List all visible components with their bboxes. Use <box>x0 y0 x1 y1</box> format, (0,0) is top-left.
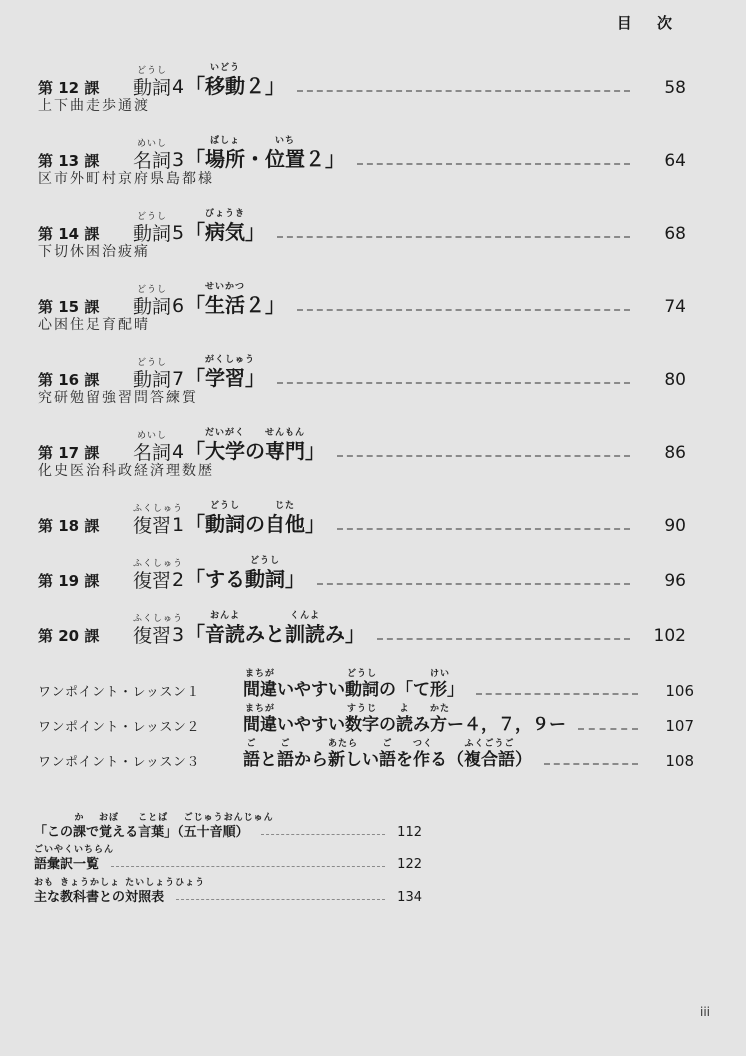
segment-text: 位置 <box>265 147 306 171</box>
segment-text: 場所 <box>205 147 246 171</box>
lesson-category-number: 7 <box>171 368 185 390</box>
dotted-leader <box>297 90 630 92</box>
segment-text: 課 <box>73 825 87 840</box>
lesson-number: 第 16 課 <box>38 371 100 389</box>
segment-text: 対照表 <box>125 890 165 905</box>
dotted-leader <box>111 866 385 867</box>
segment-text: 「 <box>185 220 206 244</box>
segment-text: 生活 <box>205 293 246 317</box>
title-segment <box>245 295 285 315</box>
furigana: どうし <box>210 501 241 511</box>
title-segment <box>277 739 294 770</box>
segment-text: 動詞 <box>133 223 172 245</box>
title-segment <box>185 514 205 534</box>
page-reference: 80 <box>664 370 686 390</box>
furigana: がくしゅう <box>205 355 256 365</box>
lesson-category-number: 4 <box>171 441 185 463</box>
lesson-title <box>185 611 366 646</box>
segment-text: 復習 <box>133 515 172 537</box>
title-segment <box>294 752 328 769</box>
title-segment <box>185 569 245 589</box>
furigana: か <box>74 813 85 823</box>
lesson-number: 第 15 課 <box>38 298 100 316</box>
title-segment <box>447 682 464 699</box>
segment-text: を <box>396 750 413 770</box>
title-segment <box>265 136 306 171</box>
appendix-title <box>34 813 274 840</box>
title-segment <box>515 752 532 769</box>
toc-lesson-row[interactable] <box>38 282 686 318</box>
page-reference: 64 <box>664 151 686 171</box>
title-segment <box>265 428 306 463</box>
furigana: ふくごうご <box>464 739 515 749</box>
toc-lesson-row[interactable] <box>38 63 686 99</box>
lesson-number: 第 18 課 <box>38 517 100 535</box>
furigana: めいし <box>137 431 168 441</box>
segment-text: 語 <box>243 750 260 770</box>
furigana: ごじゅうおんじゅん <box>183 813 274 823</box>
title-segment <box>133 614 184 647</box>
furigana: けい <box>430 669 451 679</box>
segment-text: 数字 <box>345 715 379 735</box>
title-segment <box>245 222 265 242</box>
page-reference: 74 <box>664 297 686 317</box>
segment-text: 復習 <box>133 625 172 647</box>
title-segment <box>112 826 138 839</box>
lesson-category-number: 3 <box>171 624 185 646</box>
segment-text: 形 <box>430 680 447 700</box>
title-segment <box>379 717 396 734</box>
furigana: おんよ <box>210 611 241 621</box>
lesson-kanji-list: 究研勉留強習問答練質 <box>38 390 198 406</box>
page-reference: 86 <box>664 443 686 463</box>
appendix-title <box>34 845 115 872</box>
dotted-leader <box>277 382 630 384</box>
title-segment <box>34 878 55 905</box>
lesson-title <box>185 282 286 317</box>
title-segment <box>430 669 451 700</box>
furigana: ご <box>246 739 257 749</box>
segment-text: 新 <box>328 750 345 770</box>
title-segment <box>245 76 285 96</box>
furigana: どうし <box>137 285 168 295</box>
lesson-kanji-list: 心困住足育配晴 <box>38 317 150 333</box>
page-reference: 134 <box>397 890 422 905</box>
page-reference: 112 <box>397 825 422 840</box>
segment-text: 教科書 <box>60 890 100 905</box>
title-segment <box>133 504 184 537</box>
dotted-leader <box>337 528 630 530</box>
lesson-category-number: 4 <box>171 76 185 98</box>
segment-text: ２」 <box>245 293 286 317</box>
page-reference: 108 <box>665 752 694 770</box>
segment-text: との <box>99 890 126 905</box>
segment-text: 」 <box>245 366 266 390</box>
segment-text: み」 <box>325 622 366 646</box>
title-segment <box>205 63 246 98</box>
title-segment <box>133 559 184 592</box>
title-segment <box>379 739 396 770</box>
furigana: めいし <box>137 139 168 149</box>
furigana: ごいやくいちらん <box>34 845 115 855</box>
title-segment <box>164 826 184 839</box>
title-segment <box>243 669 277 700</box>
segment-text: 名詞 <box>133 150 172 172</box>
segment-text: 」 <box>285 567 306 591</box>
furigana: どうし <box>250 556 281 566</box>
page-reference: 90 <box>664 516 686 536</box>
segment-text: 覚 <box>99 825 113 840</box>
segment-text: 動詞 <box>133 296 172 318</box>
segment-text: 自他 <box>265 512 306 536</box>
toc-one-point-row[interactable] <box>38 669 694 700</box>
title-segment <box>430 704 451 735</box>
segment-text: る（ <box>430 750 464 770</box>
title-segment <box>185 624 205 644</box>
title-segment <box>305 149 345 169</box>
segment-text: 」 <box>245 220 266 244</box>
segment-text: 移動 <box>205 74 246 98</box>
segment-text: で <box>86 825 100 840</box>
segment-text: 言葉 <box>138 825 165 840</box>
toc-one-point-row[interactable] <box>38 739 694 770</box>
dotted-leader <box>476 693 638 695</box>
title-segment <box>325 624 365 644</box>
furigana: いどう <box>210 63 241 73</box>
title-segment <box>185 368 205 388</box>
title-segment <box>236 826 249 839</box>
title-segment <box>138 813 169 840</box>
toc-lesson-row[interactable] <box>38 611 686 647</box>
segment-text: みと <box>245 622 286 646</box>
segment-text: の <box>379 715 396 735</box>
title-segment <box>205 136 246 171</box>
title-segment <box>205 611 246 646</box>
lesson-category-number: 1 <box>171 514 185 536</box>
segment-text: 病気 <box>205 220 246 244</box>
segment-text: 」 <box>305 439 326 463</box>
page-reference: 58 <box>664 78 686 98</box>
furigana: ばしょ <box>210 136 241 146</box>
furigana: せいかつ <box>205 282 246 292</box>
toc-lesson-row[interactable] <box>38 501 686 537</box>
segment-text: 」 <box>305 512 326 536</box>
toc-lesson-row[interactable] <box>38 428 686 464</box>
title-segment <box>183 813 274 840</box>
title-segment <box>345 752 379 769</box>
title-segment <box>47 891 60 904</box>
furigana: じた <box>275 501 296 511</box>
title-segment <box>99 813 120 840</box>
segment-text: 作 <box>413 750 430 770</box>
title-segment <box>205 428 246 463</box>
furigana: おぼ <box>99 813 120 823</box>
furigana: どうし <box>137 358 168 368</box>
lesson-number: 第 17 課 <box>38 444 100 462</box>
title-segment <box>430 752 464 769</box>
furigana: どうし <box>137 66 168 76</box>
toc-lesson-row[interactable] <box>38 136 686 172</box>
dotted-leader <box>337 455 630 457</box>
title-segment <box>413 739 434 770</box>
toc-header-title: 目 次 <box>616 14 682 32</box>
lesson-number: 第 19 課 <box>38 572 100 590</box>
lesson-kanji-list: 下切休困治疲痛 <box>38 244 150 260</box>
appendix-title <box>34 878 206 905</box>
segment-text: 名詞 <box>133 442 172 464</box>
dotted-leader <box>317 583 630 585</box>
title-segment <box>205 209 246 244</box>
dotted-leader <box>176 899 385 900</box>
segment-text: える <box>112 825 139 840</box>
segment-text: な <box>47 890 61 905</box>
segment-text: 大学 <box>205 439 246 463</box>
toc-appendix-row[interactable] <box>34 845 422 872</box>
lesson-kanji-list: 区市外町村京府県島都様 <box>38 171 214 187</box>
title-segment <box>243 704 277 735</box>
title-segment <box>245 514 265 534</box>
lesson-number: 第 12 課 <box>38 79 100 97</box>
segment-text: ） <box>235 825 249 840</box>
title-segment <box>205 355 256 390</box>
page-reference: 106 <box>665 682 694 700</box>
one-point-title <box>243 704 566 735</box>
title-segment <box>413 717 430 734</box>
toc-one-point-row[interactable] <box>38 704 694 735</box>
segment-text: 語彙訳一覧 <box>34 857 100 872</box>
furigana: ことば <box>138 813 169 823</box>
page-reference: 122 <box>397 857 422 872</box>
title-segment <box>464 739 515 770</box>
title-segment <box>86 826 99 839</box>
lesson-number: 第 20 課 <box>38 627 100 645</box>
title-segment <box>205 501 246 536</box>
lesson-category-number: 2 <box>171 569 185 591</box>
title-segment <box>185 295 205 315</box>
title-segment <box>245 441 265 461</box>
segment-text: み <box>413 715 430 735</box>
segment-text: 専門 <box>265 439 306 463</box>
furigana: まちが <box>244 704 275 714</box>
page-reference: 68 <box>664 224 686 244</box>
segment-text: 動詞 <box>133 77 172 99</box>
dotted-leader <box>544 763 638 765</box>
segment-text: 「 <box>185 293 206 317</box>
title-segment <box>185 149 205 169</box>
dotted-leader <box>578 728 638 730</box>
furigana: くんよ <box>290 611 321 621</box>
dotted-leader <box>357 163 630 165</box>
furigana: おも <box>34 878 55 888</box>
lesson-title <box>185 63 286 98</box>
segment-text: いやすい <box>277 715 345 735</box>
segment-text: 「 <box>185 147 206 171</box>
title-segment <box>260 752 277 769</box>
furigana: どうし <box>346 669 377 679</box>
furigana: たいしょうひょう <box>125 878 206 888</box>
segment-text: の「て <box>379 680 430 700</box>
page-reference: 107 <box>665 717 694 735</box>
furigana: あたら <box>328 739 359 749</box>
lesson-title <box>185 501 326 536</box>
segment-text: 復習 <box>133 570 172 592</box>
segment-text: 「 <box>185 439 206 463</box>
segment-text: 学習 <box>205 366 246 390</box>
furigana: まちが <box>244 669 275 679</box>
title-segment <box>245 149 265 169</box>
title-segment <box>277 717 345 734</box>
title-segment <box>265 501 306 536</box>
segment-text: 音読 <box>205 622 246 646</box>
furigana: かた <box>430 704 451 714</box>
segment-text: いやすい <box>277 680 345 700</box>
furigana: よ <box>399 704 410 714</box>
title-segment <box>34 826 73 839</box>
segment-text: 「 <box>185 74 206 98</box>
furigana: だいがく <box>205 428 246 438</box>
furigana: すうじ <box>346 704 377 714</box>
title-segment <box>245 368 265 388</box>
lesson-kanji-list: 化史医治科政経済理数歴 <box>38 463 214 479</box>
lesson-title <box>185 209 266 244</box>
title-segment <box>305 514 325 534</box>
one-point-label: ワンポイント・レッスン１ <box>38 685 200 700</box>
lesson-kanji-list: 上下曲走歩通渡 <box>38 98 150 114</box>
segment-text: 「この <box>34 825 74 840</box>
segment-text: 間違 <box>243 680 277 700</box>
segment-text: 訓読 <box>285 622 326 646</box>
dotted-leader <box>297 309 630 311</box>
segment-text: 「 <box>185 512 206 536</box>
furigana: せんもん <box>265 428 306 438</box>
title-segment <box>305 441 325 461</box>
segment-text: 語 <box>379 750 396 770</box>
furigana: つく <box>413 739 434 749</box>
title-segment <box>185 76 205 96</box>
segment-text: 主 <box>34 890 48 905</box>
segment-text: 動詞 <box>133 369 172 391</box>
segment-text: 間違 <box>243 715 277 735</box>
furigana: いち <box>275 136 296 146</box>
segment-text: から <box>294 750 328 770</box>
segment-text: ） <box>515 750 532 770</box>
segment-text: 語 <box>277 750 294 770</box>
title-segment <box>34 845 115 872</box>
segment-text: 「 <box>185 366 206 390</box>
title-segment <box>205 282 246 317</box>
toc-lesson-row[interactable] <box>38 355 686 391</box>
furigana: ご <box>382 739 393 749</box>
title-segment <box>285 569 305 589</box>
title-segment <box>345 669 379 700</box>
title-segment <box>243 739 260 770</box>
one-point-title <box>243 669 464 700</box>
segment-text: ２」 <box>305 147 346 171</box>
page-reference: 96 <box>664 571 686 591</box>
lesson-number: 第 14 課 <box>38 225 100 243</box>
dotted-leader <box>261 834 386 835</box>
page-number: iii <box>699 1005 710 1019</box>
lesson-number: 第 13 課 <box>38 152 100 170</box>
title-segment <box>328 739 359 770</box>
title-segment <box>285 611 326 646</box>
segment-text: 」 <box>447 680 464 700</box>
one-point-title <box>243 739 532 770</box>
segment-text: の <box>245 439 266 463</box>
segment-text: の <box>245 512 266 536</box>
one-point-label: ワンポイント・レッスン２ <box>38 720 200 735</box>
lesson-title <box>185 556 306 591</box>
furigana: きょうかしょ <box>60 878 121 888</box>
title-segment <box>125 878 206 905</box>
title-segment <box>379 682 430 699</box>
title-segment <box>447 717 566 734</box>
segment-text: 読 <box>396 715 413 735</box>
toc-appendix-row[interactable] <box>34 813 422 840</box>
dotted-leader <box>377 638 630 640</box>
furigana: どうし <box>137 212 168 222</box>
segment-text: ２」 <box>245 74 286 98</box>
segment-text: 複合語 <box>464 750 515 770</box>
segment-text: ・ <box>245 147 266 171</box>
segment-text: 「する <box>185 567 246 591</box>
title-segment <box>345 704 379 735</box>
title-segment <box>396 704 413 735</box>
segment-text: 動詞 <box>205 512 246 536</box>
page-reference: 102 <box>653 626 686 646</box>
furigana: ご <box>280 739 291 749</box>
lesson-category-number: 5 <box>171 222 185 244</box>
segment-text: しい <box>345 750 379 770</box>
furigana: びょうき <box>205 209 246 219</box>
furigana: ふくしゅう <box>133 504 184 514</box>
lesson-category-number: 6 <box>171 295 185 317</box>
title-segment <box>99 891 125 904</box>
title-segment <box>396 752 413 769</box>
segment-text: 方 <box>430 715 447 735</box>
toc-lesson-row[interactable] <box>38 556 686 592</box>
title-segment <box>185 222 205 242</box>
segment-text: 五十音順 <box>183 825 236 840</box>
toc-appendix-row[interactable] <box>34 878 422 905</box>
title-segment <box>185 441 205 461</box>
title-segment <box>245 556 286 591</box>
segment-text: 動詞 <box>345 680 379 700</box>
lesson-category-number: 3 <box>171 149 185 171</box>
title-segment <box>245 624 285 644</box>
segment-text: ー４，７，９ー <box>447 715 566 735</box>
segment-text: 「 <box>185 622 206 646</box>
segment-text: 動詞 <box>245 567 286 591</box>
segment-text: と <box>260 750 277 770</box>
segment-text: 」（ <box>164 825 184 840</box>
toc-lesson-row[interactable] <box>38 209 686 245</box>
one-point-label: ワンポイント・レッスン３ <box>38 755 200 770</box>
title-segment <box>277 682 345 699</box>
title-segment <box>73 813 87 840</box>
dotted-leader <box>277 236 630 238</box>
furigana: ふくしゅう <box>133 614 184 624</box>
furigana: ふくしゅう <box>133 559 184 569</box>
